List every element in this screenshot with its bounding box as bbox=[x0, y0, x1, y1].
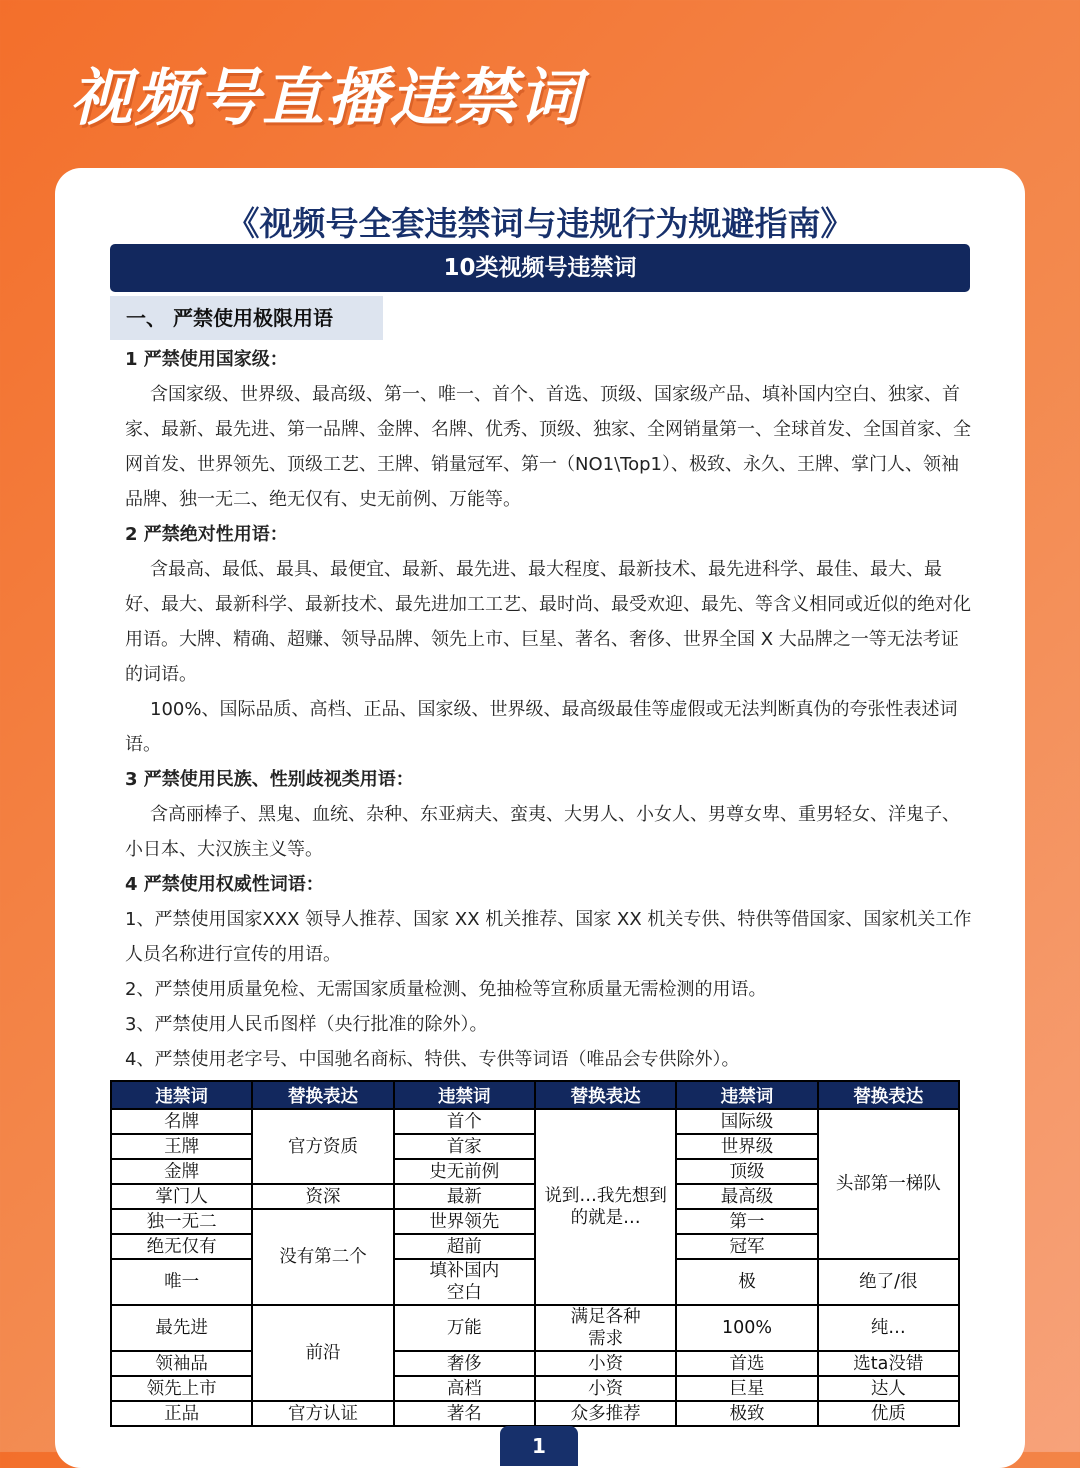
table-cell: 掌门人 bbox=[111, 1184, 252, 1209]
category-banner: 10类视频号违禁词 bbox=[110, 244, 970, 292]
page-title: 视频号直播违禁词 bbox=[70, 61, 583, 134]
table-row bbox=[111, 1376, 959, 1401]
table-row bbox=[111, 1351, 959, 1376]
table-cell: 领先上市 bbox=[111, 1376, 252, 1401]
subsection-heading-4: 4 严禁使用权威性词语： bbox=[125, 874, 324, 895]
table-cell: 头部第一梯队 bbox=[818, 1109, 959, 1259]
table-cell: 官方资质 bbox=[252, 1109, 393, 1184]
page-number-tab: 1 bbox=[500, 1426, 578, 1466]
table-cell: 小资 bbox=[535, 1376, 676, 1401]
paragraph-3: 含高丽棒子、黑鬼、血统、杂种、东亚病夫、蛮夷、大男人、小女人、男尊女卑、重男轻女、洋鬼子、小日本、大汉族主义等。 bbox=[125, 804, 960, 860]
table-cell: 绝了/很 bbox=[818, 1259, 959, 1305]
paragraph-2a: 含最高、最低、最具、最便宜、最新、最先进、最大程度、最新技术、最先进科学、最佳、最大、最好、最大、最新科学、最新技术、最先进加工工艺、最时尚、最受欢迎、最先、等含义相同或近似的绝对化用语。大牌、精确、超赚、领导品牌、领先上市、巨星、著名、奢侈、世界全国 X 大品牌之一等无法考证的词语。 bbox=[125, 559, 971, 685]
table-row bbox=[111, 1401, 959, 1426]
table-row bbox=[111, 1109, 959, 1134]
table-cell: 金牌 bbox=[111, 1159, 252, 1184]
table-cell: 极致 bbox=[676, 1401, 817, 1426]
table-cell: 超前 bbox=[394, 1234, 535, 1259]
subsection-heading-1: 1 严禁使用国家级： bbox=[125, 349, 288, 370]
table-cell: 史无前例 bbox=[394, 1159, 535, 1184]
table-cell: 名牌 bbox=[111, 1109, 252, 1134]
table-cell: 巨星 bbox=[676, 1376, 817, 1401]
table-row bbox=[111, 1305, 959, 1351]
subsection-heading-2: 2 严禁绝对性用语： bbox=[125, 524, 288, 545]
list-item-2: 2、严禁使用质量免检、无需国家质量检测、免抽检等宣称质量无需检测的用语。 bbox=[125, 979, 767, 1000]
paragraph-2b: 100%、国际品质、高档、正品、国家级、世界级、最高级最佳等虚假或无法判断真伪的夸张性表述词语。 bbox=[125, 699, 958, 755]
table-cell: 顶级 bbox=[676, 1159, 817, 1184]
table-cell: 满足各种需求 bbox=[535, 1305, 676, 1351]
banned-words-table bbox=[110, 1080, 960, 1427]
table-cell: 达人 bbox=[818, 1376, 959, 1401]
table-header: 违禁词 bbox=[394, 1081, 535, 1109]
table-cell: 最新 bbox=[394, 1184, 535, 1209]
table-header: 违禁词 bbox=[676, 1081, 817, 1109]
document-title: 《视频号全套违禁词与违规行为规避指南》 bbox=[226, 204, 854, 243]
table-cell: 著名 bbox=[394, 1401, 535, 1426]
table-cell: 纯… bbox=[818, 1305, 959, 1351]
list-item-4: 4、严禁使用老字号、中国驰名商标、特供、专供等词语（唯品会专供除外）。 bbox=[125, 1049, 740, 1070]
table-cell: 100% bbox=[676, 1305, 817, 1351]
table-cell: 填补国内空白 bbox=[394, 1259, 535, 1305]
table-header: 违禁词 bbox=[111, 1081, 252, 1109]
table-cell: 世界领先 bbox=[394, 1209, 535, 1234]
paragraph-1: 含国家级、世界级、最高级、第一、唯一、首个、首选、顶级、国家级产品、填补国内空白、独家、首家、最新、最先进、第一品牌、金牌、名牌、优秀、顶级、独家、全网销量第一、全球首发、全国首家、全网首发、世界领先、顶级工艺、王牌、销量冠军、第一（NO1\Top1）、极致、永久、王牌、掌门人、领袖品牌、独一无二、绝无仅有、史无前例、万能等。 bbox=[125, 384, 971, 510]
table-cell: 国际级 bbox=[676, 1109, 817, 1134]
table-cell: 王牌 bbox=[111, 1134, 252, 1159]
table-cell: 说到…我先想到的就是… bbox=[535, 1109, 676, 1305]
table-cell: 领袖品 bbox=[111, 1351, 252, 1376]
table-header-row bbox=[111, 1081, 959, 1109]
table-cell: 没有第二个 bbox=[252, 1209, 393, 1305]
table-cell: 前沿 bbox=[252, 1305, 393, 1401]
table-cell: 独一无二 bbox=[111, 1209, 252, 1234]
table-cell: 众多推荐 bbox=[535, 1401, 676, 1426]
table-cell: 最先进 bbox=[111, 1305, 252, 1351]
table-cell: 最高级 bbox=[676, 1184, 817, 1209]
list-item-1: 1、严禁使用国家XXX 领导人推荐、国家 XX 机关推荐、国家 XX 机关专供、特供等借国家、国家机关工作人员名称进行宣传的用语。 bbox=[125, 909, 972, 965]
table-cell: 选ta没错 bbox=[818, 1351, 959, 1376]
table-cell: 绝无仅有 bbox=[111, 1234, 252, 1259]
table-header: 替换表达 bbox=[818, 1081, 959, 1109]
document-body bbox=[125, 342, 975, 1077]
table-cell: 高档 bbox=[394, 1376, 535, 1401]
table-header: 替换表达 bbox=[535, 1081, 676, 1109]
table-cell: 首选 bbox=[676, 1351, 817, 1376]
table-cell: 优质 bbox=[818, 1401, 959, 1426]
table-cell: 正品 bbox=[111, 1401, 252, 1426]
table-cell: 极 bbox=[676, 1259, 817, 1305]
table-cell: 唯一 bbox=[111, 1259, 252, 1305]
table-cell: 资深 bbox=[252, 1184, 393, 1209]
table-cell: 小资 bbox=[535, 1351, 676, 1376]
table-cell: 第一 bbox=[676, 1209, 817, 1234]
table-cell: 首家 bbox=[394, 1134, 535, 1159]
table-cell: 首个 bbox=[394, 1109, 535, 1134]
subsection-heading-3: 3 严禁使用民族、性别歧视类用语： bbox=[125, 769, 414, 790]
section-heading: 一、 严禁使用极限用语 bbox=[110, 296, 383, 340]
table-cell: 万能 bbox=[394, 1305, 535, 1351]
document-card bbox=[55, 168, 1025, 1468]
table-cell: 冠军 bbox=[676, 1234, 817, 1259]
table-cell: 奢侈 bbox=[394, 1351, 535, 1376]
table-cell: 世界级 bbox=[676, 1134, 817, 1159]
list-item-3: 3、严禁使用人民币图样（央行批准的除外）。 bbox=[125, 1014, 488, 1035]
table-cell: 官方认证 bbox=[252, 1401, 393, 1426]
table-header: 替换表达 bbox=[252, 1081, 393, 1109]
